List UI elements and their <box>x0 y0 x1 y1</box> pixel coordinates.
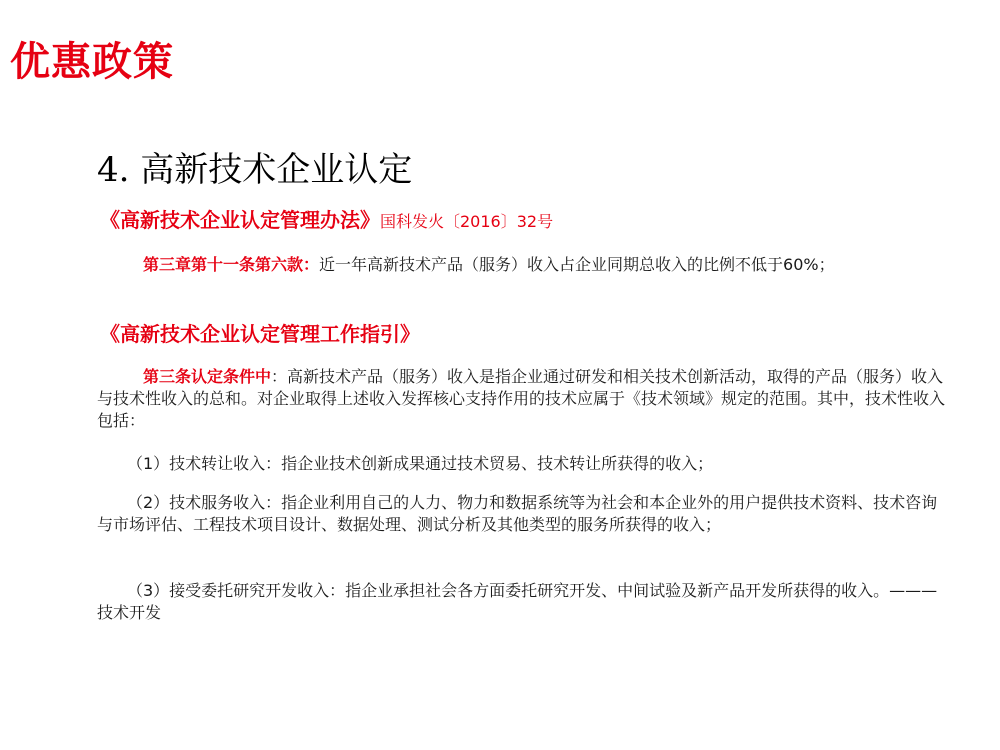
slide-title: 优惠政策 <box>10 39 174 85</box>
list-item-3: （3）接受委托研究开发收入：指企业承担社会各方面委托研究开发、中间试验及新产品开发所获得的收入。———技术开发 <box>97 581 938 622</box>
clause-label-1: 第三章第十一条第六款： <box>143 255 320 274</box>
clause-text-2: ：高新技术产品（服务）收入是指企业通过研发和相关技术创新活动，取得的产品（服务）收入与技术性收入的总和。对企业取得上述收入发挥核心支持作用的技术应属于《技术领域》规定的范围。其中，技术性收入包括： <box>97 367 946 430</box>
list-item-1: （1）技术转让收入：指企业技术创新成果通过技术贸易、技术转让所获得的收入； <box>127 454 714 473</box>
clause-text-1: 近一年高新技术产品（服务）收入占企业同期总收入的比例不低于60%； <box>319 255 835 274</box>
section-heading: 4. 高新技术企业认定 <box>97 150 413 190</box>
reference-line-1 <box>100 204 553 233</box>
clause-paragraph-2 <box>97 366 947 432</box>
regulation-title-2: 《高新技术企业认定管理工作指引》 <box>100 322 420 346</box>
regulation-number: 国科发火〔2016〕32号 <box>380 212 554 231</box>
list-item-2: （2）技术服务收入：指企业利用自己的人力、物力和数据系统等为社会和本企业外的用户提供技术资料、技术咨询与市场评估、工程技术项目设计、数据处理、测试分析及其他类型的服务所获得的收入； <box>97 493 938 534</box>
clause-label-2: 第三条认定条件中 <box>143 367 272 386</box>
regulation-title-1: 《高新技术企业认定管理办法》 <box>100 208 380 232</box>
clause-paragraph-1 <box>97 254 947 276</box>
